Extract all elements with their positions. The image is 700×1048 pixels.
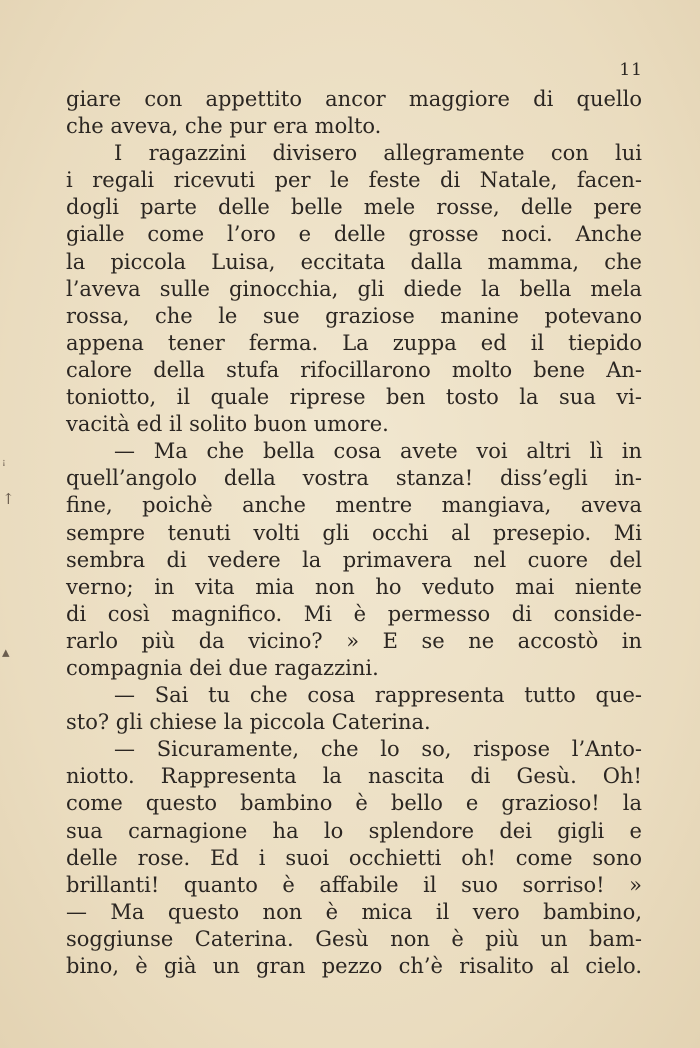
- text-line: appena tener ferma. La zuppa ed il tiepido: [66, 330, 642, 355]
- margin-mark: ↑: [2, 490, 15, 508]
- text-line: — Sicuramente, che lo so, rispose l’Anto-: [114, 737, 642, 762]
- text-line: sto? gli chiese la piccola Caterina.: [66, 710, 431, 735]
- text-line: delle rose. Ed i suoi occhietti oh! come sono: [66, 845, 642, 870]
- text-line: sempre tenuti volti gli occhi al presepio. Mi: [66, 520, 642, 545]
- text-line: dogli parte delle belle mele rosse, delle pere: [66, 195, 642, 220]
- text-line: niotto. Rappresenta la nascita di Gesù. Oh!: [66, 764, 642, 789]
- text-line: sua carnagione ha lo splendore dei gigli e: [66, 818, 642, 843]
- text-line: l’aveva sulle ginocchia, gli diede la bella mela: [66, 276, 642, 301]
- text-line: I ragazzini divisero allegramente con lui: [114, 141, 642, 166]
- text-line: — Sai tu che cosa rappresenta tutto que-: [114, 683, 642, 708]
- body-text: [66, 86, 642, 980]
- text-line: come questo bambino è bello e grazioso! la: [66, 791, 642, 816]
- text-line: giare con appettito ancor maggiore di quello: [66, 87, 642, 111]
- text-line: brillanti! quanto è affabile il suo sorriso! »: [66, 872, 642, 897]
- text-line: quell’angolo della vostra stanza! diss’egli in-: [66, 466, 642, 491]
- margin-mark: ꜟ: [2, 452, 6, 470]
- text-line: rarlo più da vicino? » E se ne accostò in: [66, 628, 642, 653]
- text-line: di così magnifico. Mi è permesso di conside-: [66, 601, 642, 626]
- text-line: — Ma che bella cosa avete voi altri lì in: [114, 439, 642, 464]
- text-line: bino, è già un gran pezzo ch’è risalito al cielo.: [66, 954, 642, 978]
- text-line: verno; in vita mia non ho veduto mai niente: [66, 574, 642, 599]
- page-number: 11: [619, 60, 643, 80]
- text-line: fine, poichè anche mentre mangiava, aveva: [66, 493, 642, 518]
- text-line: che aveva, che pur era molto.: [66, 114, 382, 139]
- margin-mark: ▴: [2, 643, 10, 661]
- text-line: soggiunse Caterina. Gesù non è più un bam-: [66, 926, 642, 951]
- text-line: — Ma questo non è mica il vero bambino,: [66, 899, 642, 924]
- text-line: compagnia dei due ragazzini.: [66, 655, 379, 680]
- text-line: i regali ricevuti per le feste di Natale, facen-: [66, 168, 642, 193]
- text-line: rossa, che le sue graziose manine potevano: [66, 303, 642, 328]
- text-line: la piccola Luisa, eccitata dalla mamma, che: [66, 249, 642, 274]
- text-line: sembra di vedere la primavera nel cuore del: [66, 547, 642, 572]
- text-line: gialle come l’oro e delle grosse noci. Anche: [66, 222, 642, 247]
- text-line: toniotto, il quale riprese ben tosto la sua vi-: [66, 385, 642, 410]
- text-line: calore della stufa rifocillarono molto bene An-: [66, 357, 642, 382]
- text-line: vacità ed il solito buon umore.: [66, 412, 389, 437]
